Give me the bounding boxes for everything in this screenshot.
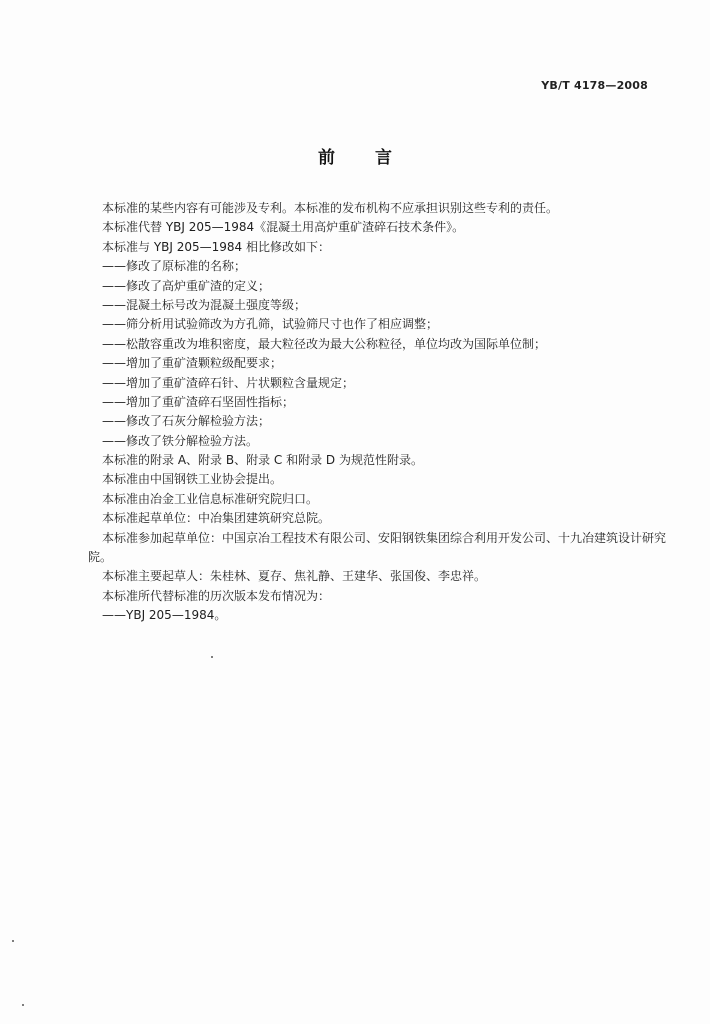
foreword-body: [88, 199, 668, 626]
scan-speck: [12, 940, 14, 942]
list-item: ——筛分析用试验筛改为方孔筛，试验筛尺寸也作了相应调整；: [102, 317, 439, 332]
scan-speck: [211, 656, 213, 658]
paragraph: 本标准的某些内容有可能涉及专利。本标准的发布机构不应承担识别这些专利的责任。: [102, 201, 559, 215]
title-char-2: 言: [375, 148, 392, 168]
list-item: ——修改了铁分解检验方法。: [102, 433, 259, 448]
list-item: ——YBJ 205—1984。: [102, 608, 227, 623]
list-item: ——修改了原标准的名称；: [102, 259, 247, 274]
list-item: ——增加了重矿渣颗粒级配要求；: [102, 356, 283, 371]
standard-code: YB/T 4178—2008: [541, 79, 648, 92]
scan-speck: [22, 1004, 24, 1006]
paragraph: 本标准所代替标准的历次版本发布情况为：: [102, 588, 331, 603]
page-title: [0, 143, 710, 168]
paragraph: 本标准由冶金工业信息标准研究院归口。: [102, 491, 319, 506]
paragraph: 本标准起草单位：中冶集团建筑研究总院。: [102, 511, 331, 526]
list-item: ——松散容重改为堆积密度，最大粒径改为最大公称粒径，单位均改为国际单位制；: [102, 336, 547, 351]
list-item: ——混凝土标号改为混凝土强度等级；: [102, 297, 307, 312]
paragraph: 本标准参加起草单位：中国京冶工程技术有限公司、安阳钢铁集团综合利用开发公司、十九冶建筑设计研究院。: [88, 530, 667, 565]
list-item: ——修改了高炉重矿渣的定义；: [102, 278, 271, 293]
paragraph: 本标准主要起草人：朱桂林、夏存、焦礼静、王建华、张国俊、李忠祥。: [102, 569, 487, 584]
list-item: ——增加了重矿渣碎石坚固性指标；: [102, 394, 295, 409]
paragraph: 本标准与 YBJ 205—1984 相比修改如下：: [102, 239, 330, 254]
paragraph: 本标准的附录 A、附录 B、附录 C 和附录 D 为规范性附录。: [102, 453, 423, 468]
paragraph: 本标准代替 YBJ 205—1984《混凝土用高炉重矿渣碎石技术条件》。: [102, 220, 465, 235]
list-item: ——修改了石灰分解检验方法；: [102, 414, 271, 429]
title-char-1: 前: [318, 148, 335, 168]
paragraph: 本标准由中国钢铁工业协会提出。: [102, 472, 283, 487]
list-item: ——增加了重矿渣碎石针、片状颗粒含量规定；: [102, 375, 355, 390]
